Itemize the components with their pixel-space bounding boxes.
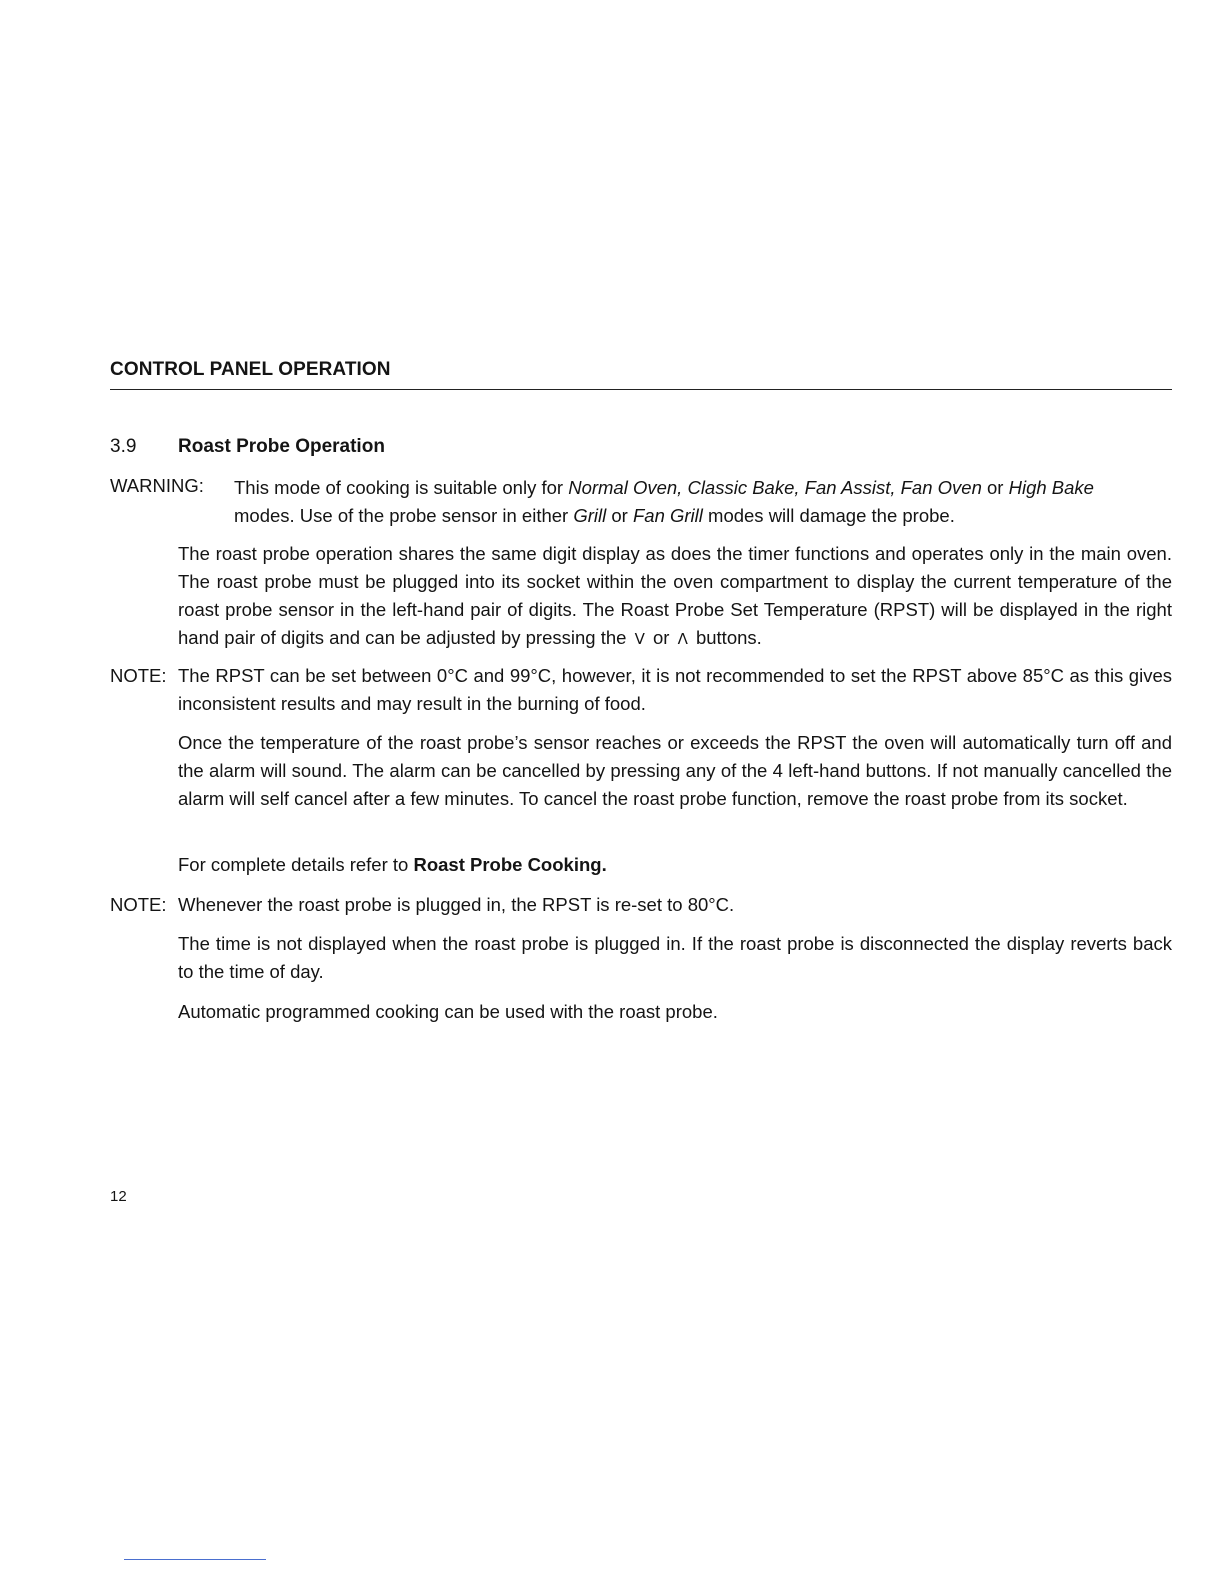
paragraph-1-end: buttons.: [690, 627, 762, 648]
paragraph-time-display: The time is not displayed when the roast probe is plugged in. If the roast probe is disconnected the display reverts back to the time of day.: [178, 933, 1172, 982]
warning-text-1a: This mode of cooking is suitable only for: [234, 477, 569, 498]
paragraph-3-text: For complete details refer to: [178, 854, 414, 875]
note-1-label: NOTE:: [110, 665, 167, 686]
section-header: CONTROL PANEL OPERATION: [110, 359, 391, 380]
paragraph-roast-probe-display: [178, 540, 1172, 653]
paragraph-alarm: Once the temperature of the roast probe’s sensor reaches or exceeds the RPST the oven will automatically turn off and the alarm will sound. The alarm can be cancelled by pressing any of the 4 left-hand buttons. If not manually cancelled the alarm will self cancel after a few minutes. To cancel the roast probe function, remove the roast probe from its socket.: [178, 732, 1172, 809]
warning-grill-italic: Grill: [573, 505, 607, 526]
warning-text-2a: modes. Use of the probe sensor in either: [234, 505, 574, 526]
section-number: 3.9: [110, 436, 137, 457]
warning-fan-grill-italic: Fan Grill: [632, 505, 703, 526]
section-title: Roast Probe Operation: [178, 436, 385, 457]
footer-divider: [124, 1559, 266, 1560]
roast-probe-cooking-reference: Roast Probe Cooking.: [413, 854, 607, 875]
header-divider: [110, 389, 1172, 390]
warning-modes-italic: Normal Oven, Classic Bake, Fan Assist, Fan Oven: [568, 477, 982, 498]
note-2-text: Whenever the roast probe is plugged in, the RPST is re-set to 80°C.: [178, 894, 735, 915]
warning-text-line-1: [234, 474, 1094, 502]
warning-high-bake-italic: High Bake: [1008, 477, 1094, 498]
up-arrow-icon: Λ: [677, 630, 688, 648]
warning-text-1c: or: [981, 477, 1009, 498]
page-number: 12: [110, 1188, 127, 1205]
note-1-text: The RPST can be set between 0°C and 99°C, however, it is not recommended to set the RPST above 85°C as this gives inconsistent results and may result in the burning of food.: [178, 665, 1172, 714]
warning-text-2c: or: [606, 505, 633, 526]
down-arrow-icon: V: [634, 630, 645, 648]
paragraph-1-or: or: [647, 627, 675, 648]
note-2-label: NOTE:: [110, 894, 167, 915]
paragraph-complete-details: [178, 851, 1172, 879]
warning-text-2e: modes will damage the probe.: [702, 505, 955, 526]
paragraph-1-text: The roast probe operation shares the same digit display as does the timer functions and operates only in the main oven. The roast probe must be plugged into its socket within the oven compartment to display the current temperature of the roast probe sensor in the left-hand pair of digits. The Roast Probe Set Temperature (RPST) will be displayed in the right hand pair of digits and can be adjusted by pressing the: [178, 543, 1172, 648]
paragraph-automatic-cooking: Automatic programmed cooking can be used with the roast probe.: [178, 1001, 718, 1022]
warning-text-line-2: [234, 502, 955, 530]
warning-label: WARNING:: [110, 475, 204, 496]
